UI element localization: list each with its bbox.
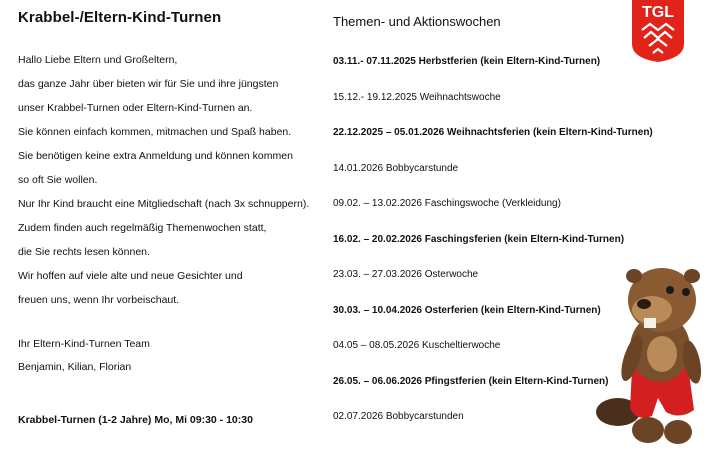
- intro-line: unser Krabbel-Turnen oder Eltern-Kind-Turnen an.: [18, 102, 253, 114]
- logo-text: TGL: [642, 4, 674, 21]
- week-item: 30.03. – 10.04.2026 Osterferien (kein Eltern-Kind-Turnen): [333, 304, 601, 316]
- intro-line: Nur Ihr Kind braucht eine Mitgliedschaft (nach 3x schnuppern).: [18, 198, 310, 210]
- weeks-list: [333, 55, 653, 446]
- intro-line: freuen uns, wenn Ihr vorbeischaut.: [18, 294, 180, 306]
- club-logo: [630, 0, 686, 62]
- intro-line: Hallo Liebe Eltern und Großeltern,: [18, 54, 178, 66]
- beaver-plush-image: [596, 262, 720, 450]
- week-item: 02.07.2026 Bobbycarstunden: [333, 411, 464, 422]
- week-item: 15.12.- 19.12.2025 Weihnachtswoche: [333, 91, 501, 103]
- signature-team: Ihr Eltern-Kind-Turnen Team: [18, 338, 150, 350]
- intro-line: Zudem finden auch regelmäßig Themenwochen statt,: [18, 222, 267, 234]
- course-info: Krabbel-Turnen (1-2 Jahre) Mo, Mi 09:30 - 10:30: [18, 414, 253, 426]
- weeks-heading: Themen- und Aktionswochen: [333, 14, 501, 29]
- week-item: 09.02. – 13.02.2026 Faschingswoche (Verkleidung): [333, 198, 561, 209]
- week-item: 14.01.2026 Bobbycarstunde: [333, 162, 459, 174]
- week-item: 26.05. – 06.06.2026 Pfingstferien (kein Eltern-Kind-Turnen): [333, 375, 609, 387]
- intro-line: Wir hoffen auf viele alte und neue Gesichter und: [18, 270, 243, 282]
- week-item: 16.02. – 20.02.2026 Faschingsferien (kein Eltern-Kind-Turnen): [333, 233, 625, 245]
- intro-line: Sie können einfach kommen, mitmachen und Spaß haben.: [18, 126, 292, 138]
- week-item: 03.11.- 07.11.2025 Herbstferien (kein Eltern-Kind-Turnen): [333, 56, 601, 67]
- intro-line: das ganze Jahr über bieten wir für Sie und ihre jüngsten: [18, 78, 279, 90]
- week-item: 22.12.2025 – 05.01.2026 Weihnachtsferien (kein Eltern-Kind-Turnen): [333, 127, 653, 138]
- intro-text: [18, 53, 338, 317]
- signature: [18, 337, 150, 383]
- intro-line: Sie benötigen keine extra Anmeldung und können kommen: [18, 150, 293, 162]
- page-title: Krabbel-/Eltern-Kind-Turnen: [18, 9, 222, 26]
- intro-line: so oft Sie wollen.: [18, 174, 98, 186]
- intro-line: die Sie rechts lesen können.: [18, 246, 150, 258]
- week-item: 23.03. – 27.03.2026 Osterwoche: [333, 269, 479, 280]
- signature-names: Benjamin, Kilian, Florian: [18, 361, 132, 373]
- week-item: 04.05 – 08.05.2026 Kuscheltierwoche: [333, 340, 501, 351]
